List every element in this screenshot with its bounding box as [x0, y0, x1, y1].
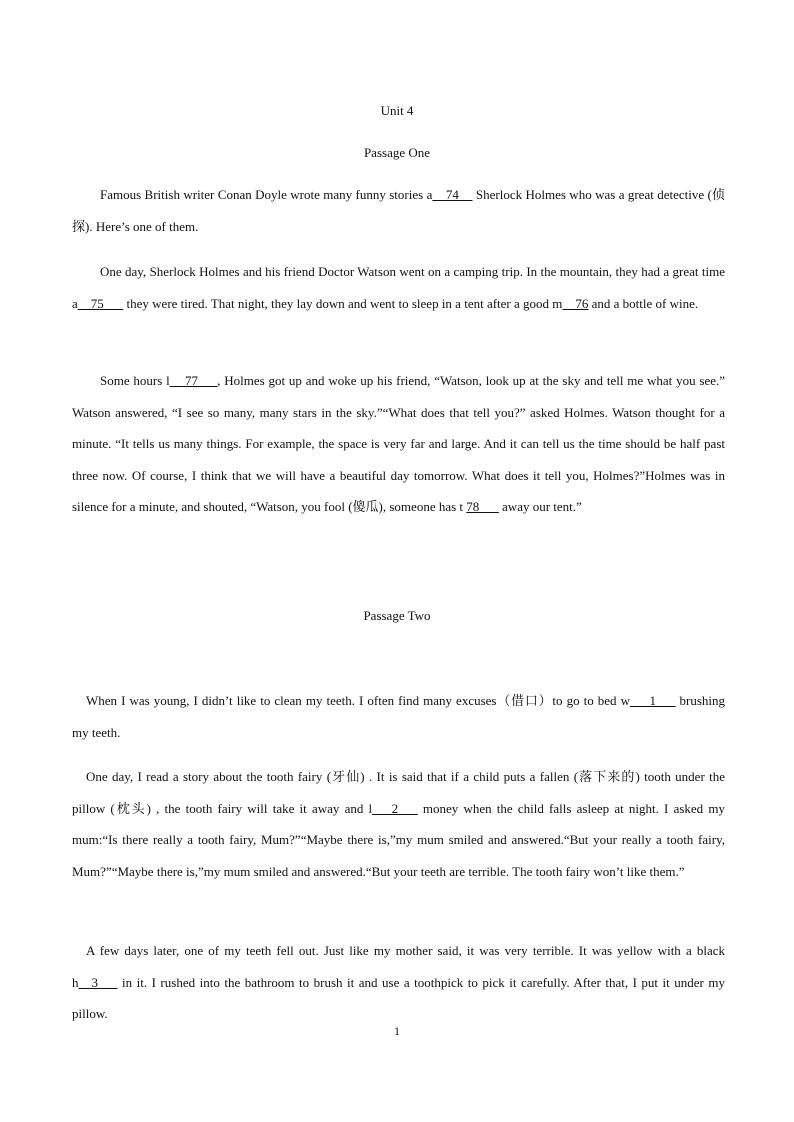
unit-heading: Unit 4	[380, 103, 414, 118]
passage-one-title: Passage One	[363, 145, 431, 160]
passage-one-paragraph-3	[72, 365, 725, 523]
paragraph-text: One day, Sherlock Holmes and his friend Doctor Watson went on a camping trip. In the mountain, they had a great time a	[72, 264, 725, 311]
paragraph-text: When I was young, I didn’t like to clean my teeth. I often find many excuses（借口）to go to bed w	[86, 693, 630, 708]
paragraph-text: One day, I read a story about the tooth fairy (牙仙) . It is said that if a child puts a fallen (落下来的) tooth under the pillow (枕头) , the tooth fairy will take it away and l	[72, 769, 725, 816]
blank-74: 74	[432, 187, 473, 202]
paragraph-text: and a bottle of wine.	[588, 295, 699, 311]
paragraph-text: Some hours l	[100, 373, 170, 388]
passage-two-paragraph-2	[72, 761, 725, 887]
paragraph-text: away our tent.”	[498, 499, 582, 514]
passage-one-paragraph-2	[72, 256, 725, 319]
paragraph-text: in it. I rushed into the bathroom to brush it and use a toothpick to pick it carefully. After that, I put it under my pillow.	[72, 974, 725, 1021]
blank-76: 76	[562, 295, 589, 311]
blank-1: ___1___	[629, 693, 676, 708]
paragraph-text: A few days later, one of my teeth fell out. Just like my mother said, it was very terrible. It was yellow with a black h	[72, 943, 725, 990]
paragraph-text: Famous British writer Conan Doyle wrote many funny stories a	[100, 187, 433, 202]
paragraph-text: brushing my teeth.	[72, 693, 726, 740]
page-number: 1	[394, 1024, 400, 1038]
paragraph-text: they were tired. That night, they lay down and went to sleep in a tent after a good m	[123, 295, 563, 311]
paragraph-text: money when the child falls asleep at night. I asked my mum:“Is there really a tooth fairy, Mum?”“Maybe there is,”my mum smiled and answered.“But your really a tooth fairy, Mum?”“Maybe there is,”my mum smiled and answered.“But your teeth are terrible. The tooth fairy won’t like them.”	[72, 800, 725, 879]
paragraph-text: Sherlock Holmes who was a great detective (侦探). Here’s one of them.	[72, 187, 725, 234]
passage-two-title: Passage Two	[363, 608, 431, 623]
blank-2: ___2___	[372, 800, 418, 816]
blank-3: __3___	[78, 974, 118, 990]
blank-78: 78	[466, 499, 499, 514]
blank-77: 77	[169, 373, 218, 388]
passage-two-paragraph-3	[72, 935, 725, 1030]
paragraph-text: , Holmes got up and woke up his friend, “Watson, look up at the sky and tell me what you see.” Watson answered, “I see so many, many stars in the sky.”“What does that tell you?” asked Holmes. Watson thought for a minute. “It tells us many things. For example, the space is very far and large. And it can tell us the time should be half past three now. Of course, I think that we will have a beautiful day tomorrow. What does it tell you, Holmes?”Holmes was in silence for a minute, and shouted, “Watson, you fool (傻瓜), someone has t	[72, 373, 726, 514]
blank-75: 75	[77, 295, 124, 311]
passage-one-paragraph-1	[72, 179, 725, 242]
passage-two-paragraph-1	[72, 685, 725, 748]
